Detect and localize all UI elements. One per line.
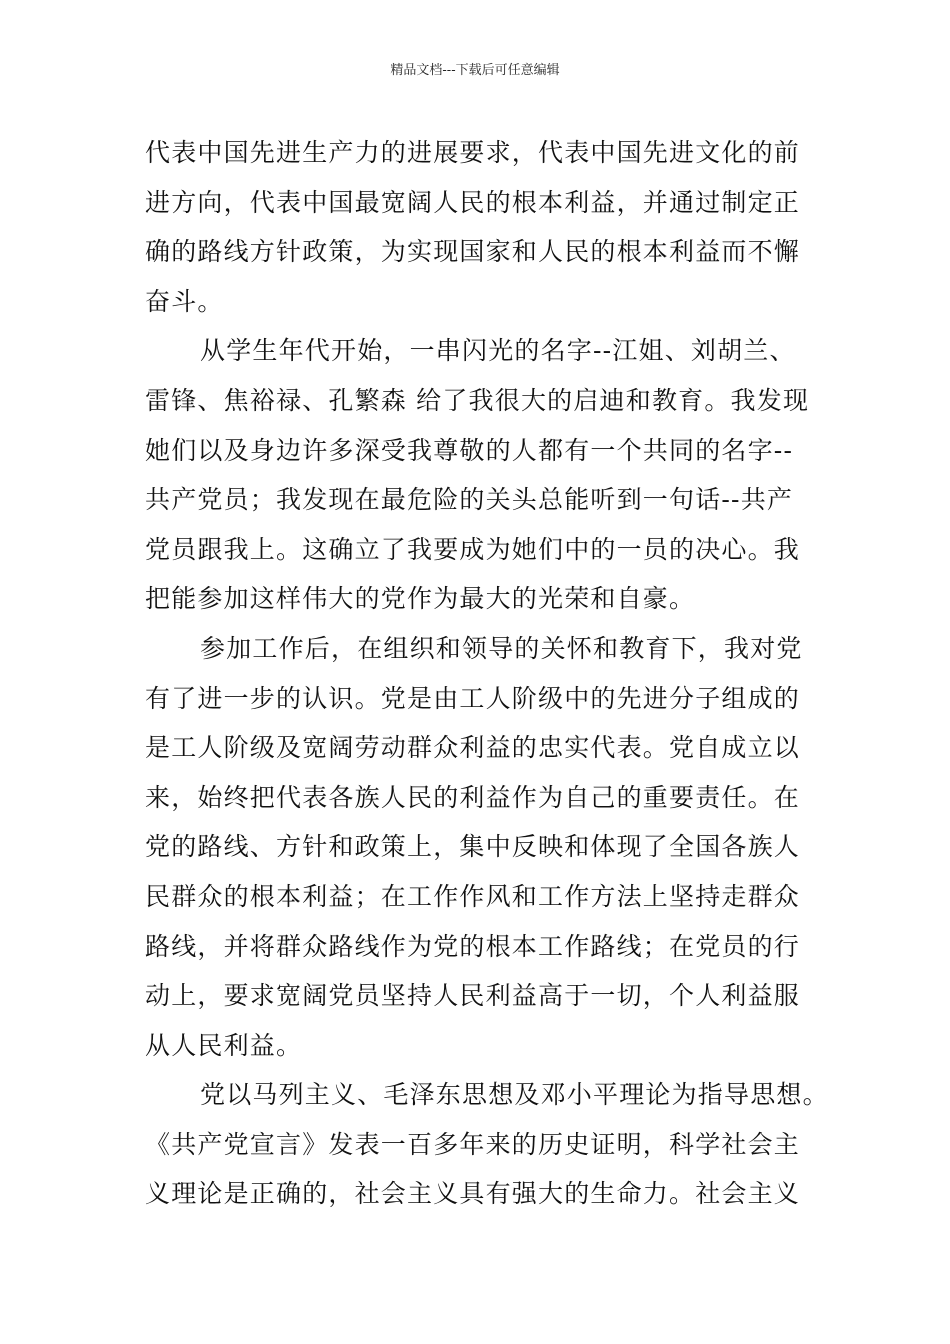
text-line: 路线，并将群众路线作为党的根本工作路线；在党员的行: [145, 931, 801, 961]
text-line: 共产党员；我发现在最危险的关头总能听到一句话--共产: [145, 485, 794, 515]
text-line: 奋斗。: [145, 286, 224, 316]
text-line: 是工人阶级及宽阔劳动群众利益的忠实代表。党自成立以: [145, 733, 801, 763]
paragraph-start-line: 从学生年代开始，一串闪光的名字--江姐、刘胡兰、: [200, 336, 796, 366]
text-line: 动上，要求宽阔党员坚持人民利益高于一切，个人利益服: [145, 981, 801, 1011]
text-line: 党的路线、方针和政策上，集中反映和体现了全国各族人: [145, 832, 801, 862]
text-line: 确的路线方针政策，为实现国家和人民的根本利益而不懈: [145, 237, 801, 267]
text-line: 代表中国先进生产力的进展要求，代表中国先进文化的前: [145, 138, 801, 167]
text-line: 雷锋、焦裕禄、孔繁森 给了我很大的启迪和教育。我发现: [145, 385, 810, 415]
text-line: 民群众的根本利益；在工作作风和工作方法上坚持走群众: [145, 881, 801, 911]
document-body: [145, 128, 829, 1219]
text-line: 《共产党宣言》发表一百多年来的历史证明，科学社会主: [145, 1129, 801, 1159]
text-line: 进方向，代表中国最宽阔人民的根本利益，并通过制定正: [145, 187, 801, 217]
text-line: 有了进一步的认识。党是由工人阶级中的先进分子组成的: [145, 683, 801, 713]
text-line: 从人民利益。: [145, 1030, 303, 1060]
text-line: 来，始终把代表各族人民的利益作为自己的重要责任。在: [145, 782, 801, 812]
page-header: 精品文档---下载后可任意编辑: [390, 63, 560, 78]
text-line: 党员跟我上。这确立了我要成为她们中的一员的决心。我: [145, 534, 801, 564]
paragraph-start-line: 党以马列主义、毛泽东思想及邓小平理论为指导思想。: [200, 1080, 829, 1110]
paragraph-start-line: 参加工作后，在组织和领导的关怀和教育下，我对党: [200, 633, 803, 663]
text-line: 她们以及身边许多深受我尊敬的人都有一个共同的名字--: [145, 435, 794, 465]
text-line: 义理论是正确的，社会主义具有强大的生命力。社会主义: [145, 1179, 801, 1209]
text-line: 把能参加这样伟大的党作为最大的光荣和自豪。: [145, 584, 696, 614]
